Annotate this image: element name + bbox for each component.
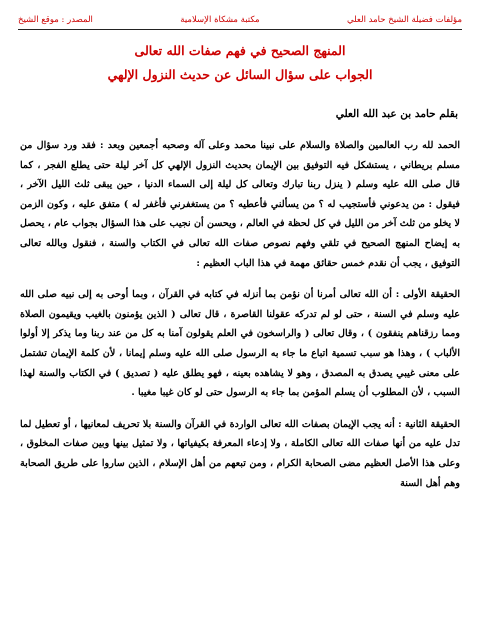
header-source: المصدر : موقع الشيخ (18, 15, 93, 25)
paragraph-truth-1: الحقيقة الأولى : أن الله تعالى أمرنا أن نؤمن بما أنزله في كتابه في القرآن ، وبما أوحى به إلى نبيه صلى الله عليه وسلم في السنة ، حتى لو لم تدركه عقولنا القاصرة ، قال تعالى ( الذين يؤمنون بالغيب ويقيمون الصلاة ومما رزقناهم ينفقون ) ، وقال تعالى ( والراسخون في العلم يقولون آمنا به كل من عند ربنا وما يذكر إلا أولوا الألباب ) ، وهذا هو سبب تسمية اتباع ما جاء به الرسول صلى الله عليه وسلم إيمانا ، لأن كلمة الإيمان تشتمل على معنى غيبي يصدق به المصدق ، وهو لا يشاهده بعينه ، فهو يطلق عليه ( تصديق ) في الكتاب والسنة لهذا السبب ، لأن المطلوب أن يسلم المؤمن بما جاء به الرسول حتى لو كان غيبا مغيبا . (20, 289, 460, 399)
header-author-works: مؤلفات فضيلة الشيخ حامد العلي (347, 15, 462, 25)
page-header (18, 12, 462, 28)
author-line: بقلم حامد بن عبد الله العلي (335, 108, 458, 120)
paragraph-truth-2: الحقيقة الثانية : أنه يجب الإيمان بصفات الله تعالى الواردة في القرآن والسنة بلا تحريف لمعانيها ، أو تعطيل لما تدل عليه من أنها صفات الله تعالى الكاملة ، ولا إدعاء المعرفة بكيفياتها ، ولا تمثيل بينها وبين صفات المخلوق ، وعلى هذا الأصل العظيم مضى الصحابة الكرام ، ومن تبعهم من أهل الإسلام ، الذين ساروا على طريق الصحابة وهم أهل السنة (20, 418, 460, 489)
header-library: مكتبة مشكاة الإسلامية (180, 15, 260, 25)
document-title: المنهج الصحيح في فهم صفات الله تعالى (134, 43, 346, 58)
header-divider (18, 29, 462, 30)
document-body (20, 136, 460, 493)
document-subtitle: الجواب على سؤال السائل عن حديث النزول الإلهي (107, 67, 373, 82)
title-block (20, 40, 460, 86)
paragraph-intro: الحمد لله رب العالمين والصلاة والسلام على نبينا محمد وعلى آله وصحبه أجمعين وبعد : فقد ورد سؤال من مسلم بريطاني ، يستشكل فيه التوفيق بين الإيمان بحديث النزول الإلهي كل آخر ليلة حتى يطلع الفجر ، كما قال صلى الله عليه وسلم ( ينزل ربنا تبارك وتعالى كل ليلة إلى السماء الدنيا ، حين يبقى ثلث الليل الآخر ، فيقول : من يدعوني فأستجيب له ؟ من يسألني فأعطيه ؟ من يستغفرني فأغفر له ) متفق عليه ، وكون الزمن لا يخلو من ثلث آخر من الليل في كل لحظة في العالم ، ويحسن أن نجيب على هذا السؤال بجواب عام ، يحصل به إيضاح المنهج الصحيح في تلقي وفهم نصوص صفات الله تعالى في الكتاب والسنة ، فنقول وبالله تعالى التوفيق ، يجب أن نقدم خمس حقائق مهمة في هذا الباب العظيم : (20, 140, 460, 269)
